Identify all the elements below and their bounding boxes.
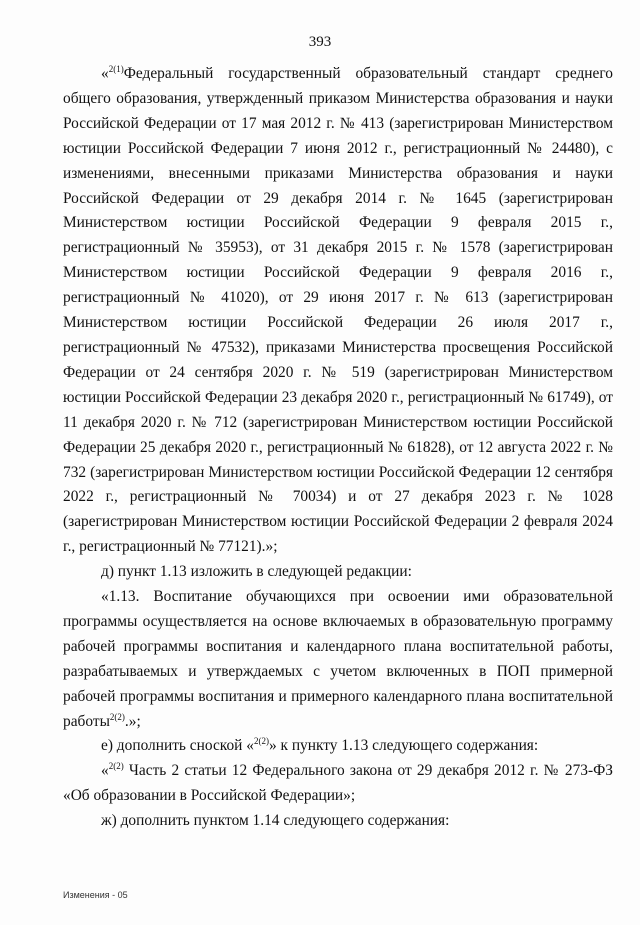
footnote-marker: 2(2) — [109, 711, 125, 722]
paragraph-item-zh — [63, 809, 613, 834]
document-body — [63, 62, 613, 834]
footnote-marker: 2(2) — [108, 761, 124, 772]
revision-footer: Изменения - 05 — [63, 890, 128, 900]
paragraph-tail: .»; — [124, 712, 141, 730]
paragraph-standard-reference — [63, 62, 613, 560]
paragraph-item-d — [63, 560, 613, 585]
footnote-marker: 2(1) — [108, 64, 124, 74]
paragraph-text: «1.13. Воспитание обучающихся при освоении ими образовательной программы осуществляется на основе включаемых в образовательную программу рабочей программы воспитания и календарного плана воспитательной работы, разрабатываемых и утверждаемых с учетом включенных в ПОП примерной рабочей программы воспитания и примерного календарного плана воспитательной работы — [63, 588, 613, 730]
page-number: 393 — [308, 34, 332, 50]
paragraph-text: е) дополнить сноской « — [101, 737, 254, 755]
paragraph-item-e — [63, 734, 613, 759]
footnote-marker: 2(2) — [253, 736, 269, 747]
paragraph-text: Федеральный государственный образовательный стандарт среднего общего образования, утвержденный приказом Министерства образования и науки Российской Федерации от 17 мая 2012 г. № 413 (зарегистрирован Министерством юстиции Российской Федерации 7 июня 2012 г., регистрационный № 24480), с изменениями, внесенными приказами Министерства образования и науки Российской Федерации от 29 декабря 2014 г. № 1645 (зарегистрирован Министерством юстиции Российской Федерации 9 февраля 2015 г., регистрационный № 35953), от 31 декабря 2015 г. № 1578 (зарегистрирован Министерством юстиции Российской Федерации 9 февраля 2016 г., регистрационный № 41020), от 29 июня 2017 г. № 613 (зарегистрирован Министерством юстиции Российской Федерации 26 июля 2017 г., регистрационный № 47532), приказами Министерства просвещения Российской Федерации от 24 сентября 2020 г. № 519 (зарегистрирован Министерством юстиции Российской Федерации 23 декабря 2020 г., регистрационный № 61749), от 11 декабря 2020 г. № 712 (зарегистрирован Министерством юстиции Российской Федерации 25 декабря 2020 г., регистрационный № 61828), от 12 августа 2022 г. № 732 (зарегистрирован Министерством юстиции Российской Федерации 12 сентября 2022 г., регистрационный № 70034) и от 27 декабря 2023 г. № 1028 (зарегистрирован Министерством юстиции Российской Федерации 2 февраля 2024 г., регистрационный № 77121).»; — [63, 65, 613, 556]
opening-quote: « — [101, 762, 109, 780]
paragraph-text: ж) дополнить пунктом 1.14 следующего содержания: — [101, 812, 450, 830]
paragraph-tail: » к пункту 1.13 следующего содержания: — [268, 737, 539, 755]
opening-quote: « — [101, 65, 109, 82]
paragraph-text: Часть 2 статьи 12 Федерального закона от 29 декабря 2012 г. № 273-ФЗ «Об образовании в Российской Федерации»; — [63, 762, 613, 805]
paragraph-footnote-text — [63, 759, 613, 809]
paragraph-text: д) пункт 1.13 изложить в следующей редакции: — [101, 563, 412, 581]
paragraph-clause-1-13 — [63, 585, 613, 734]
